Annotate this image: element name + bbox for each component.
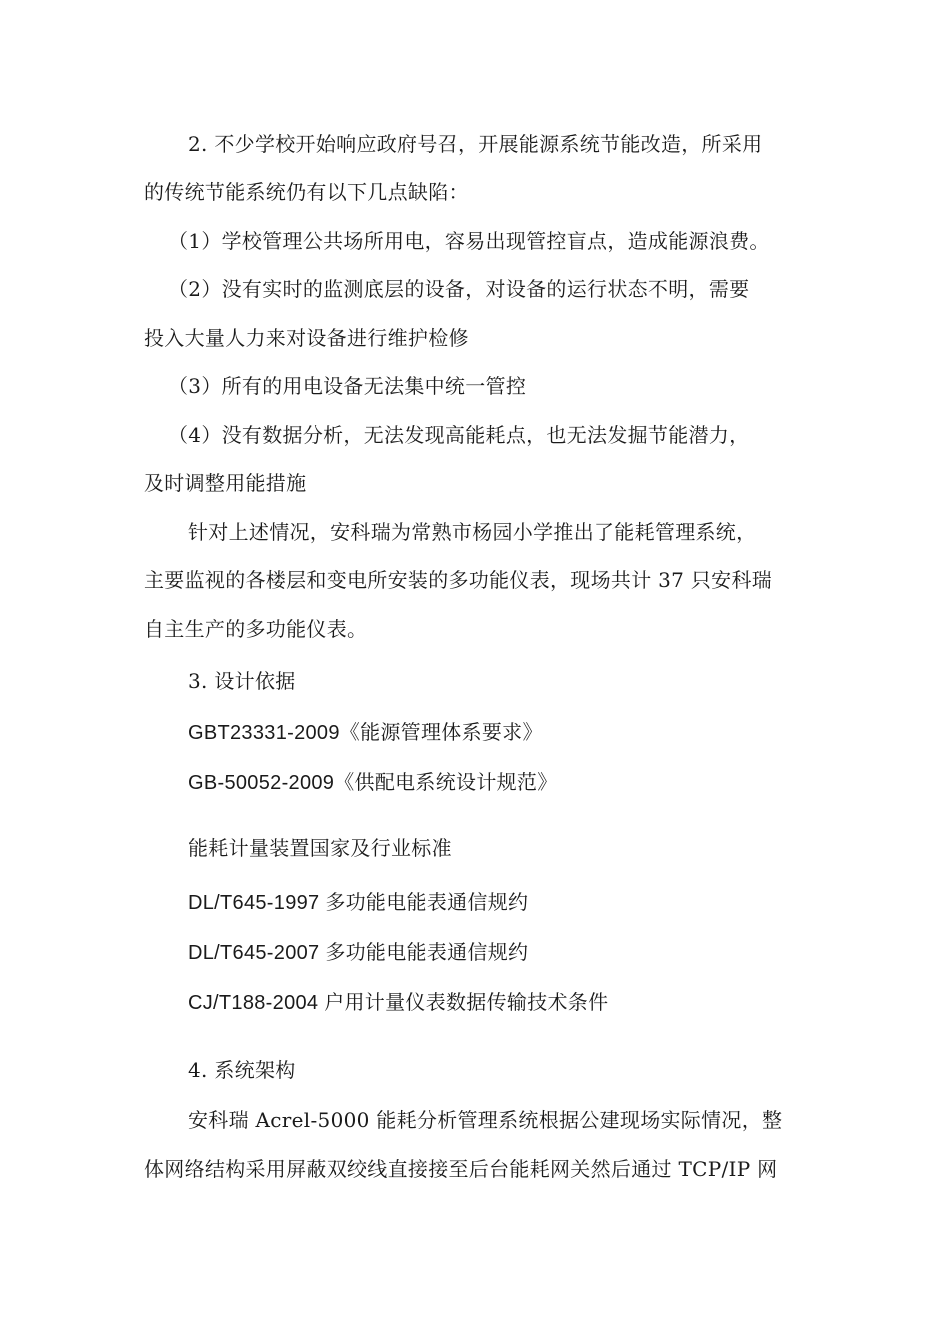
section2-paragraph-line2: 主要监视的各楼层和变电所安装的多功能仪表，现场共计 37 只安科瑞	[144, 568, 773, 592]
section4-paragraph-line1: 安科瑞 Acrel-5000 能耗分析管理系统根据公建现场实际情况，整	[188, 1108, 783, 1132]
section4-paragraph-line2: 体网络结构采用屏蔽双绞线直接接至后台能耗网关然后通过 TCP/IP 网	[144, 1157, 778, 1181]
standard-gb50052: GB-50052-2009《供配电系统设计规范》	[188, 772, 558, 794]
section2-item4-line1: （4）没有数据分析，无法发现高能耗点，也无法发掘节能潜力，	[168, 423, 750, 447]
section2-item2-line1: （2）没有实时的监测底层的设备，对设备的运行状态不明，需要	[168, 277, 750, 301]
section2-paragraph-line1: 针对上述情况，安科瑞为常熟市杨园小学推出了能耗管理系统，	[188, 520, 757, 544]
standard-cjt188-2004: CJ/T188-2004 户用计量仪表数据传输技术条件	[188, 992, 609, 1014]
section2-item3: （3）所有的用电设备无法集中统一管控	[168, 374, 527, 398]
section2-intro-line1: 2. 不少学校开始响应政府号召，开展能源系统节能改造，所采用	[188, 132, 763, 156]
section2-item1: （1）学校管理公共场所用电，容易出现管控盲点，造成能源浪费。	[168, 229, 770, 253]
standard-dlt645-1997: DL/T645-1997 多功能电能表通信规约	[188, 892, 529, 914]
section4-heading: 4. 系统架构	[188, 1058, 296, 1082]
standard-dlt645-2007: DL/T645-2007 多功能电能表通信规约	[188, 942, 529, 964]
section2-item2-line2: 投入大量人力来对设备进行维护检修	[144, 326, 469, 350]
section2-paragraph-line3: 自主生产的多功能仪表。	[144, 617, 368, 641]
section2-item4-line2: 及时调整用能措施	[144, 471, 307, 495]
standard-national-industry: 能耗计量装置国家及行业标准	[188, 836, 452, 860]
section2-intro-line2: 的传统节能系统仍有以下几点缺陷：	[144, 180, 469, 204]
section3-heading: 3. 设计依据	[188, 669, 296, 693]
standard-gbt23331: GBT23331-2009《能源管理体系要求》	[188, 722, 543, 744]
